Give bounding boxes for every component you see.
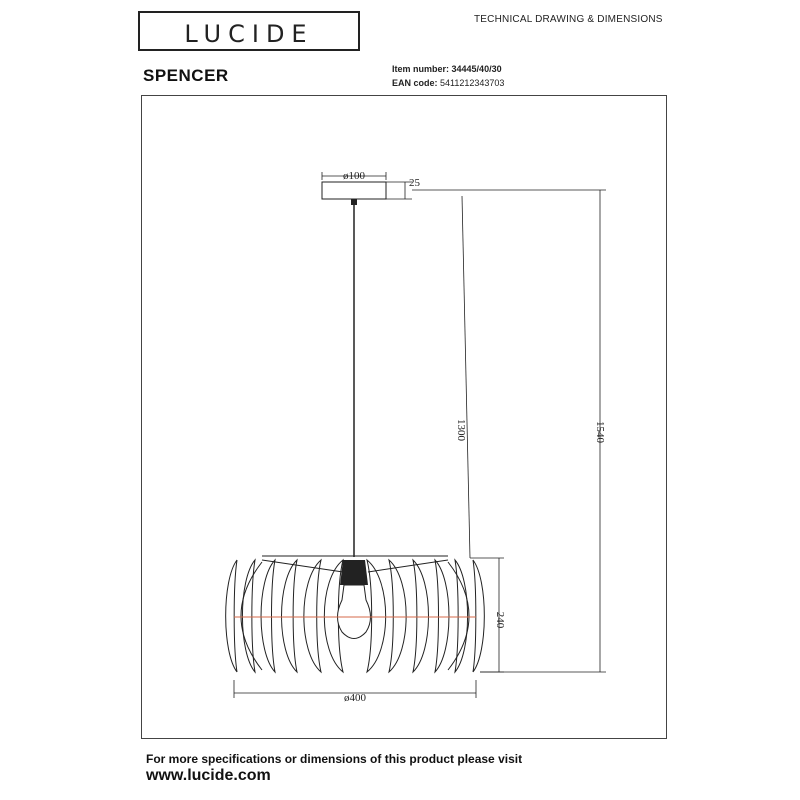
cable-height-dimline — [462, 196, 470, 558]
brand-logo-text: LUCIDE — [184, 20, 314, 48]
shade-slat — [282, 560, 297, 672]
document-title: TECHNICAL DRAWING & DIMENSIONS — [474, 14, 663, 25]
ceiling-canopy — [322, 182, 386, 199]
footer-note: For more specifications or dimensions of this product please visit — [146, 752, 523, 766]
canopy-diameter-label: ø100 — [343, 170, 365, 182]
shade-slat — [435, 560, 449, 672]
shade-slat — [242, 560, 255, 672]
shade-slat — [413, 560, 428, 672]
lamp-socket — [340, 560, 368, 585]
shade-height-label: 240 — [494, 611, 506, 629]
ean-label: EAN code: — [392, 78, 438, 88]
shade-slat — [389, 560, 406, 672]
footer-website-link[interactable]: www.lucide.com — [146, 767, 271, 784]
shade-slat — [473, 560, 484, 672]
shade-diameter-label: ø400 — [344, 692, 366, 704]
product-name: SPENCER — [143, 66, 229, 85]
shade-slat — [226, 560, 237, 672]
canopy-height-label: 25 — [409, 177, 420, 189]
shade-slat — [455, 560, 468, 672]
item-number-value: 34445/40/30 — [451, 64, 502, 74]
total-height-label: 1540 — [594, 421, 606, 443]
ean-value: 5411212343703 — [440, 78, 505, 88]
item-number-label: Item number: — [392, 64, 450, 74]
cable-height-label: 1300 — [455, 419, 467, 441]
shade-slat — [261, 560, 275, 672]
shade-slat — [304, 560, 321, 672]
light-bulb — [338, 585, 371, 639]
